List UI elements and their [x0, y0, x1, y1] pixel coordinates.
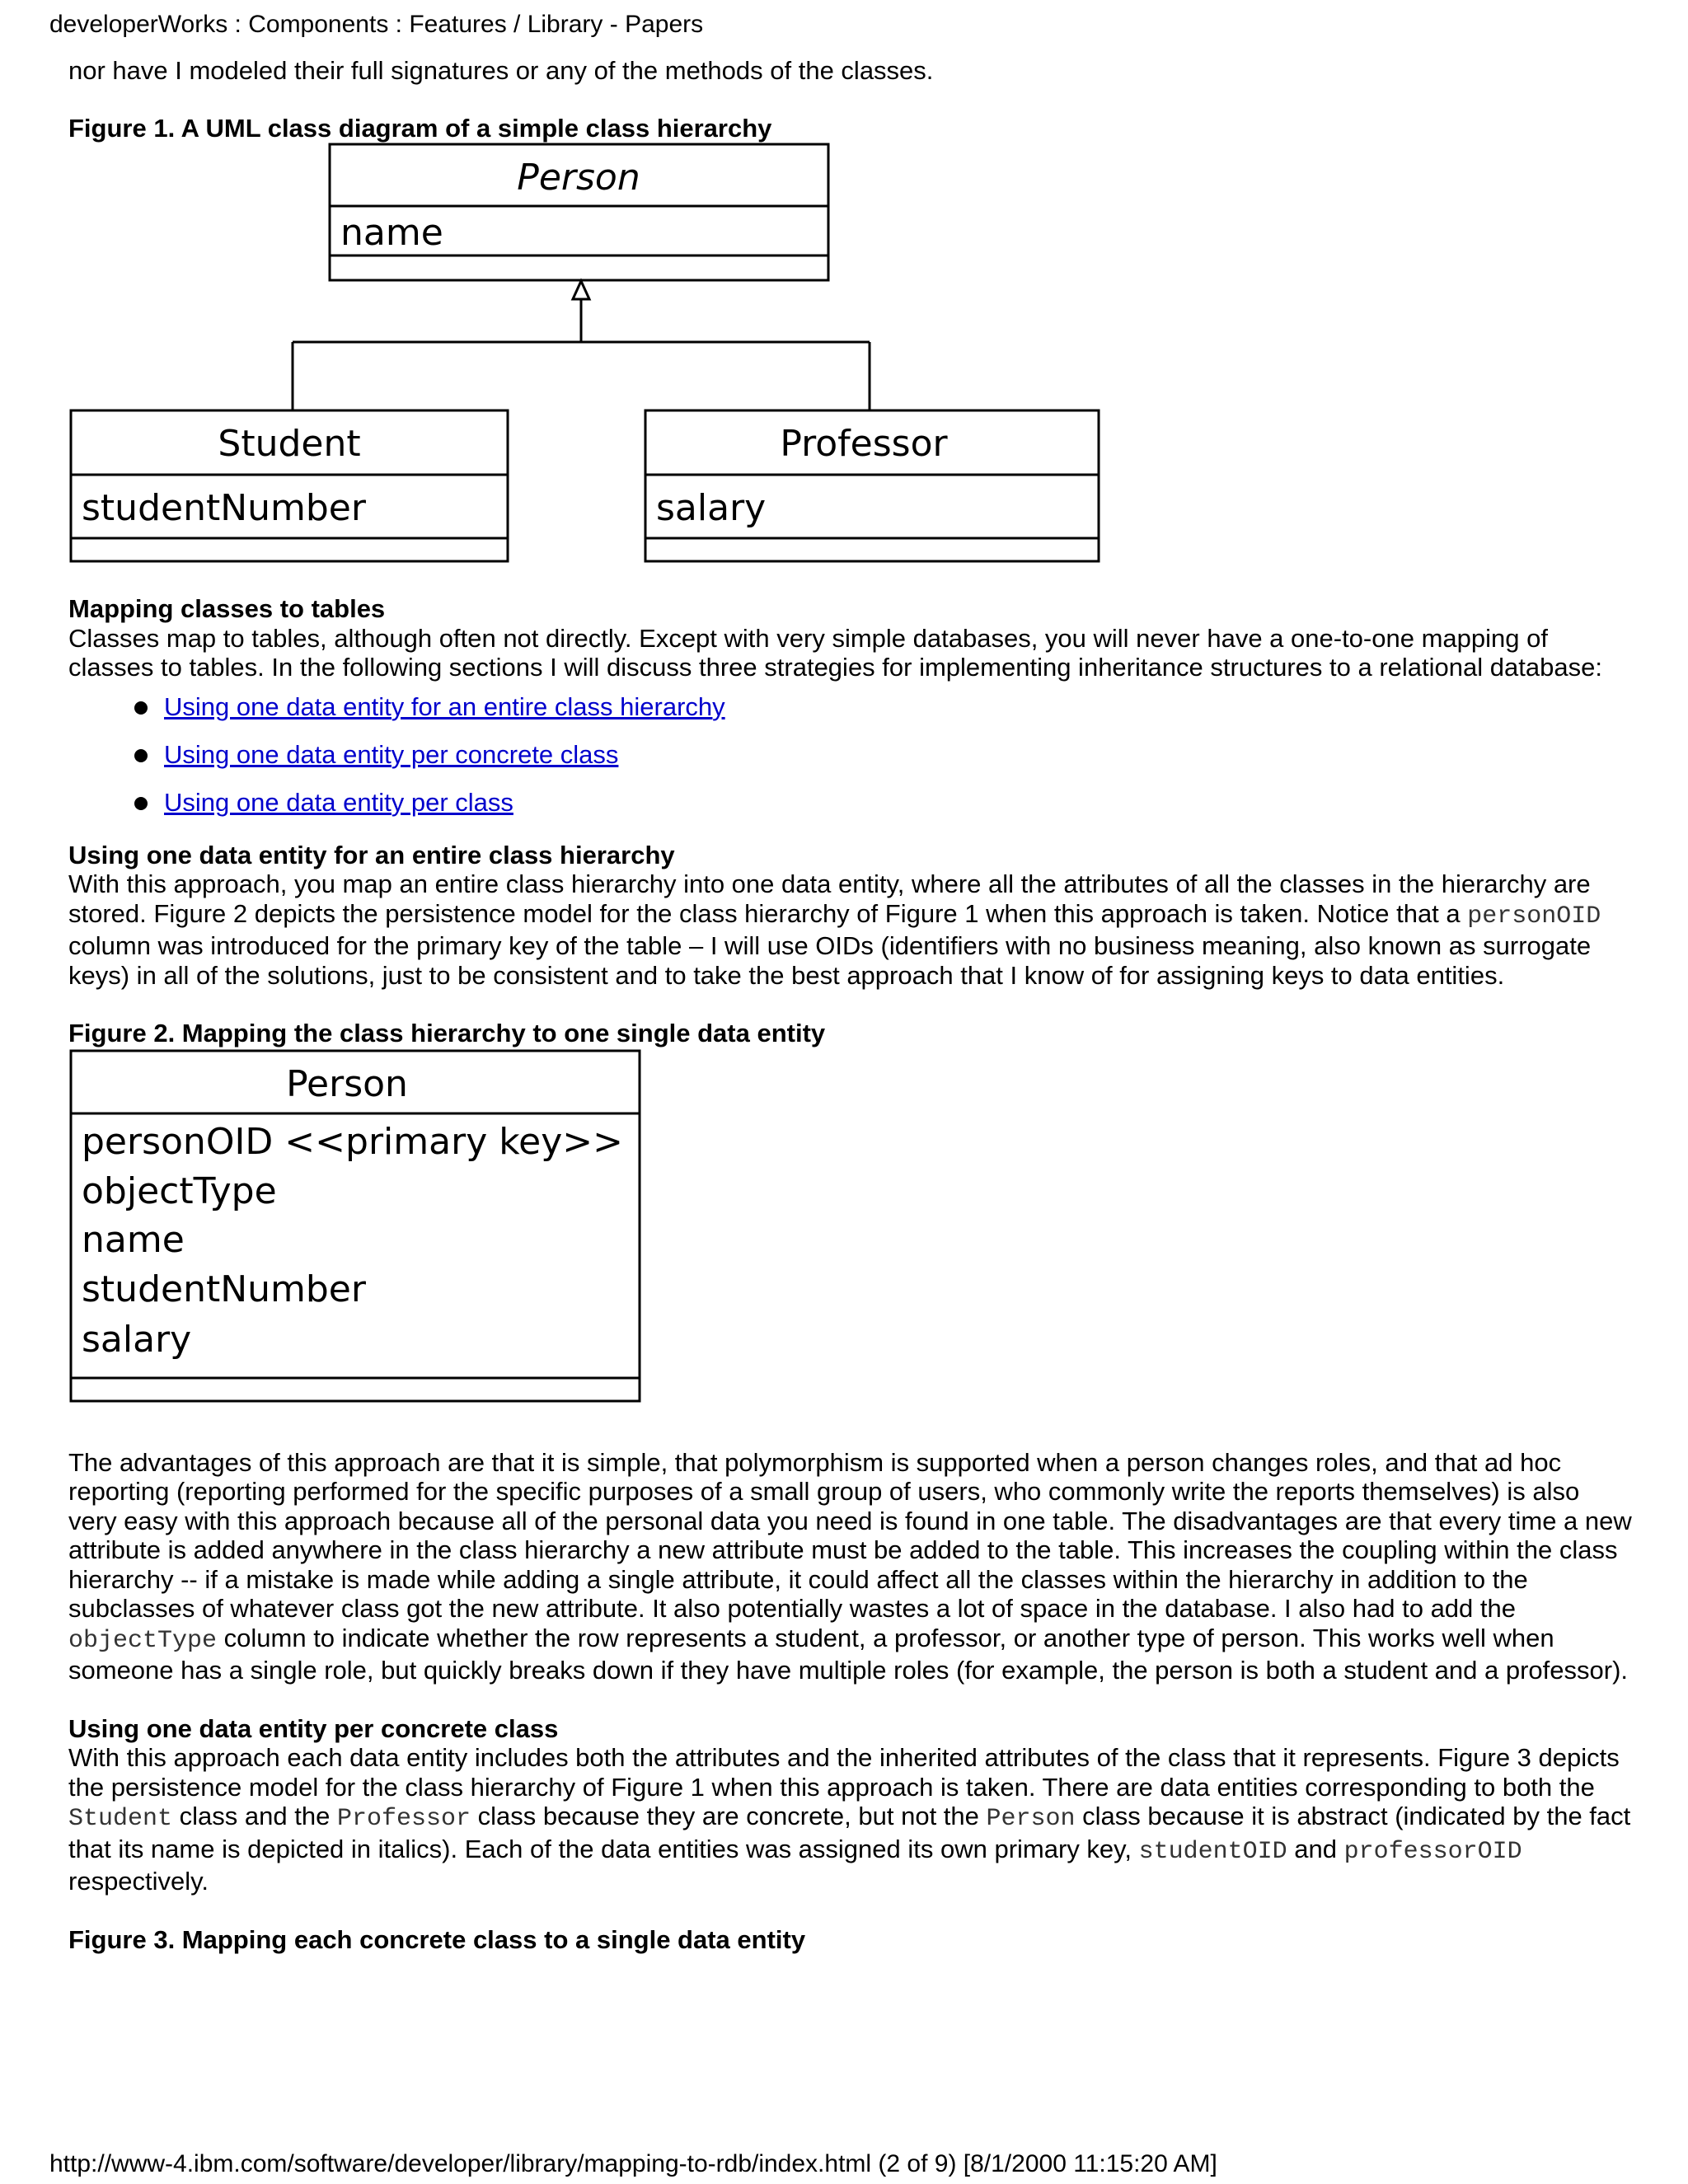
- section2-text: [68, 1743, 1634, 1896]
- page-header: developerWorks : Components : Features / Library - Papers: [49, 11, 704, 38]
- fig2-attr-salary: salary: [82, 1318, 192, 1361]
- fig2-class-name: Person: [286, 1062, 408, 1105]
- figure2-svg: [68, 1048, 645, 1411]
- professor-class-name: Professor: [780, 423, 948, 465]
- section2-text-3: class because they are concrete, but not the: [470, 1802, 987, 1830]
- section2-text-2: class and the: [172, 1802, 337, 1830]
- student-attr-name: studentNumber: [82, 487, 366, 529]
- code-student-oid: studentOID: [1138, 1837, 1287, 1866]
- strategy-link-item: [68, 788, 1634, 818]
- figure3-title: Figure 3. Mapping each concrete class to a single data entity: [68, 1924, 806, 1954]
- section2-text-5: and: [1287, 1834, 1344, 1863]
- figure2-title: Figure 2. Mapping the class hierarchy to one single data entity: [68, 1019, 826, 1047]
- person-class-box: [330, 144, 828, 280]
- fig2-attr-name: name: [82, 1218, 185, 1261]
- advantages-text-a: The advantages of this approach are that it is simple, that polymorphism is supported when a person changes roles, and that ad hoc reporting (reporting performed for the specific purposes of a small group of users, who commonly write the reports themselves) is also very easy with this approach because all of the personal data you need is found in one table. The disadvantages are that every time a new attribute is added anywhere in the class hierarchy a new attribute must be added to the table. This increases the coupling within the class hierarchy -- if a mistake is made while adding a single attribute, it could affect all the classes within the hierarchy in addition to the subclasses of whatever class got the new attribute. It also potentially wastes a lot of space in the database. I also had to add the: [68, 1447, 1632, 1623]
- intro-text: nor have I modeled their full signatures or any of the methods of the classes.: [68, 56, 934, 85]
- inheritance-connector: [293, 281, 870, 410]
- section2-text-4: class because it is abstract (indicated by the fact that its name is depicted in italics). Each of the data entities was assigned its own primary key,: [68, 1802, 1631, 1863]
- link-one-entity-per-concrete-class[interactable]: Using one data entity per concrete class: [164, 739, 619, 769]
- bullet-icon: [134, 749, 148, 762]
- figure1-svg: [68, 143, 1107, 571]
- code-professor-oid: professorOID: [1343, 1837, 1522, 1866]
- code-professor: Professor: [336, 1805, 471, 1833]
- mapping-section-title: Mapping classes to tables: [68, 594, 386, 623]
- fig2-attr-student-number: studentNumber: [82, 1268, 366, 1310]
- figure2-diagram: [68, 1048, 1634, 1411]
- fig2-attr-person-oid: personOID <<primary key>>: [82, 1120, 623, 1163]
- fig2-attr-object-type: objectType: [82, 1169, 277, 1212]
- mapping-text: Classes map to tables, although often not directly. Except with very simple databases, you will never have a one-to-one mapping of classes to tables. In the following sections I will discuss three strategies for implementing inheritance structures to a relational database:: [68, 623, 1602, 682]
- student-class-box: [71, 410, 508, 561]
- person-class-name: Person: [517, 157, 640, 199]
- article-content: [68, 56, 1634, 1954]
- advantages-text-b: column to indicate whether the row represents a student, a professor, or another type of person. This works well when someone has a single role, but quickly breaks down if they have multiple roles (for example, the person is both a student and a professor).: [68, 1623, 1629, 1685]
- section2-title: Using one data entity per concrete class: [68, 1713, 559, 1743]
- strategy-link-item: [68, 740, 1634, 770]
- code-object-type: objectType: [68, 1626, 218, 1655]
- page-footer-url: http://www-4.ibm.com/software/developer/library/mapping-to-rdb/index.html (2 of 9) [8/1/2000 11:15:20 AM]: [49, 2150, 1217, 2177]
- section1-text-a: With this approach, you map an entire class hierarchy into one data entity, where all the attributes of all the classes in the hierarchy are stored. Figure 2 depicts the persistence model for the class hierarchy of Figure 1 when this approach is taken. Notice that a: [68, 869, 1591, 928]
- professor-class-box: [645, 410, 1099, 561]
- section1-title: Using one data entity for an entire class hierarchy: [68, 840, 675, 869]
- link-one-entity-hierarchy[interactable]: Using one data entity for an entire class hierarchy: [164, 691, 725, 721]
- bullet-icon: [134, 797, 148, 810]
- person-attr-name: name: [340, 212, 443, 254]
- strategy-link-item: [68, 692, 1634, 722]
- figure1-diagram: [68, 143, 1634, 571]
- student-class-name: Student: [218, 423, 361, 465]
- section1-text-b: column was introduced for the primary key of the table – I will use OIDs (identifiers with no business meaning, also known as surrogate keys) in all of the solutions, just to be consistent and to take the best approach that I know of for assigning keys to data entities.: [68, 931, 1592, 990]
- strategy-links-list: [68, 692, 1634, 818]
- bullet-icon: [134, 701, 148, 715]
- figure1-title: Figure 1. A UML class diagram of a simple class hierarchy: [68, 113, 772, 143]
- link-one-entity-per-class[interactable]: Using one data entity per class: [164, 787, 513, 817]
- section2-text-1: With this approach each data entity includes both the attributes and the inherited attributes of the class that it represents. Figure 3 depicts the persistence model for the class hierarchy of Figure 1 when this approach is taken. There are data entities corresponding to both the: [68, 1743, 1620, 1802]
- professor-attr-name: salary: [656, 487, 767, 529]
- advantages-text: [68, 1448, 1634, 1685]
- code-person: Person: [986, 1805, 1076, 1833]
- code-person-oid: personOID: [1467, 902, 1601, 930]
- code-student: Student: [68, 1805, 173, 1833]
- section1-text: [68, 869, 1634, 990]
- section2-text-6: respectively.: [68, 1867, 209, 1896]
